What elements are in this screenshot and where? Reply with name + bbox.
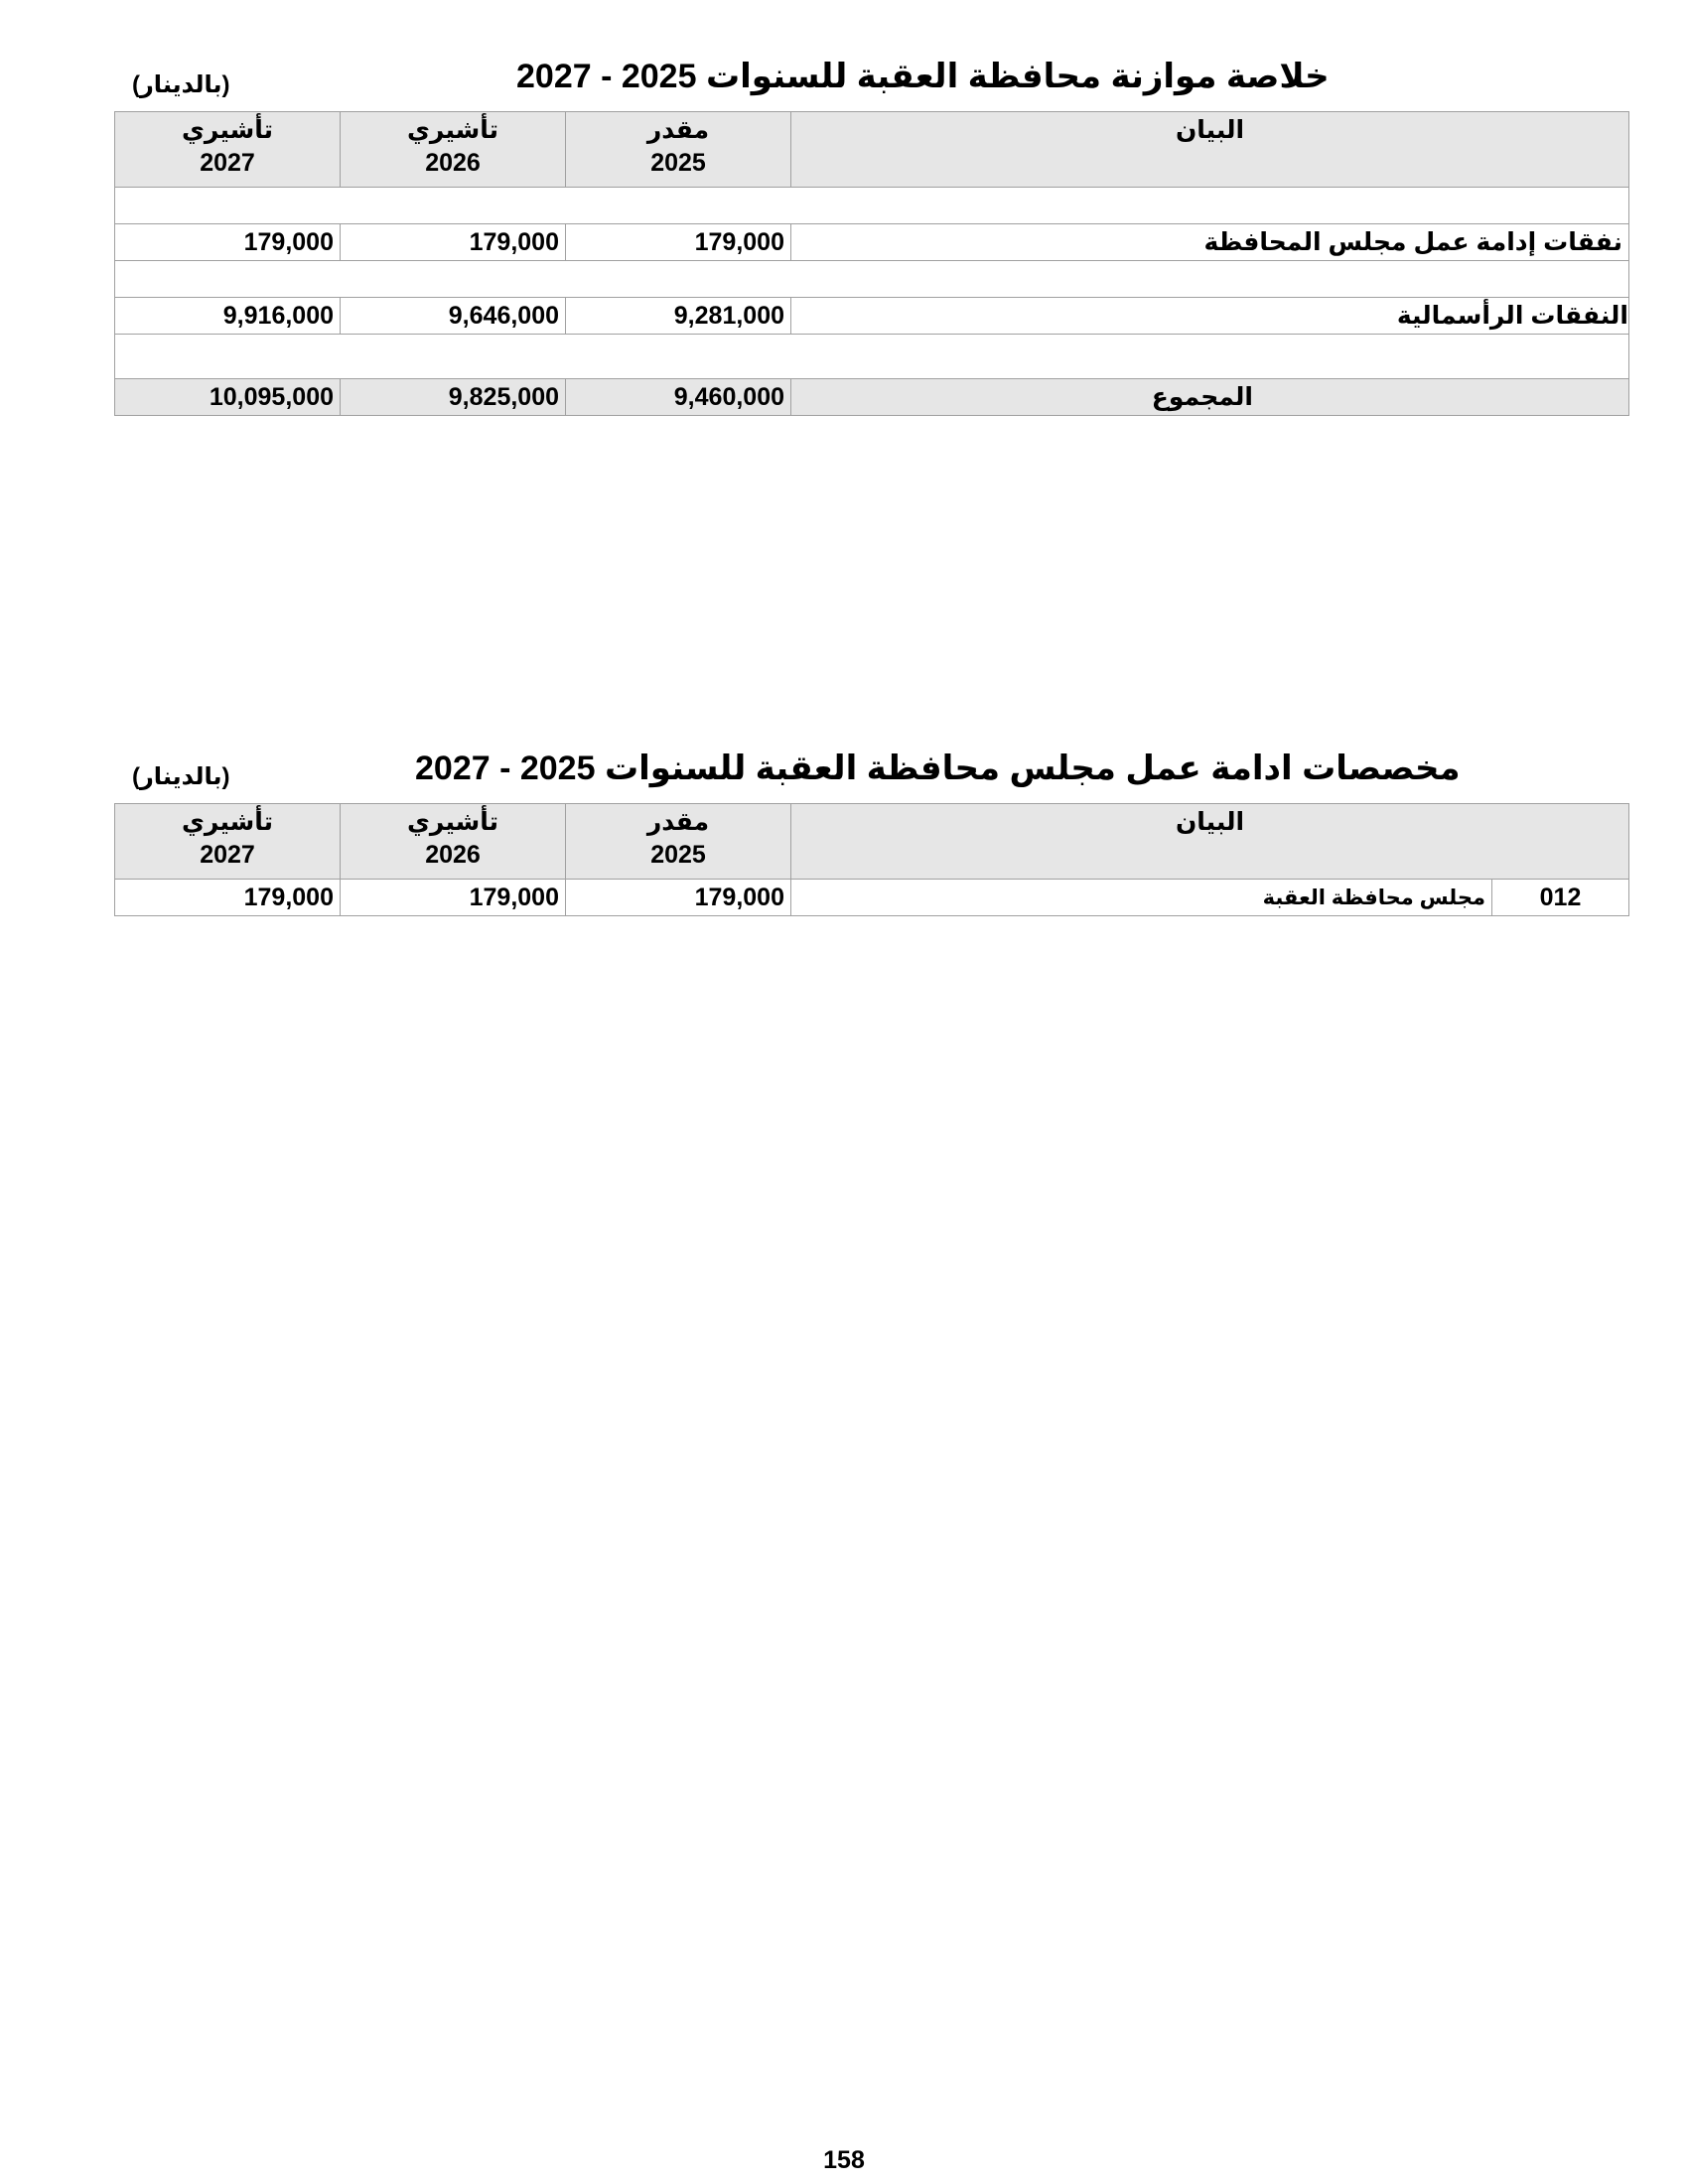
summary-title-row <box>114 55 1628 104</box>
total-2025: 9,460,000 <box>566 379 791 416</box>
spacer-row <box>115 261 1629 298</box>
allocations-unit-label: (بالدينار) <box>132 763 230 790</box>
table-row <box>115 224 1629 261</box>
header-col-2026 <box>341 804 566 880</box>
allocations-section <box>114 747 1628 911</box>
header-col-2027-year: 2027 <box>200 841 255 869</box>
cell-2026: 9,646,000 <box>341 298 566 335</box>
header-col-2026-year: 2026 <box>425 149 481 177</box>
header-col-2025-type: مقدر <box>646 116 710 144</box>
cell-2025: 179,000 <box>566 224 791 261</box>
row-code: 012 <box>1492 880 1629 916</box>
cell-2025: 9,281,000 <box>566 298 791 335</box>
header-col-2026-year: 2026 <box>425 841 481 869</box>
table-row <box>115 880 1629 916</box>
cell-2027: 179,000 <box>115 880 341 916</box>
cell-2027: 179,000 <box>115 224 341 261</box>
row-label: نفقات إدامة عمل مجلس المحافظة <box>791 224 1629 261</box>
header-col-2025 <box>566 112 791 188</box>
header-label: البيان <box>791 112 1629 188</box>
allocations-title: مخصصات ادامة عمل مجلس محافظة العقبة للسنوات 2025 - 2027 <box>415 750 1461 787</box>
total-label: المجموع <box>791 379 1629 416</box>
allocations-header-row <box>115 804 1629 880</box>
header-col-2025-year: 2025 <box>650 149 706 177</box>
header-col-2027 <box>115 112 341 188</box>
header-col-2025-year: 2025 <box>650 841 706 869</box>
cell-2026: 179,000 <box>341 880 566 916</box>
header-col-2026-type: تأشيري <box>406 808 499 836</box>
header-col-2026-type: تأشيري <box>406 116 499 144</box>
summary-table <box>114 111 1629 416</box>
allocations-title-row <box>114 747 1628 796</box>
row-label: مجلس محافظة العقبة <box>791 880 1492 916</box>
summary-section <box>114 55 1628 411</box>
summary-title: خلاصة موازنة محافظة العقبة للسنوات 2025 - 2027 <box>516 58 1330 95</box>
table-row <box>115 298 1629 335</box>
summary-unit-label: (بالدينار) <box>132 71 230 98</box>
header-col-2027-type: تأشيري <box>181 808 274 836</box>
spacer-row <box>115 335 1629 379</box>
header-col-2025 <box>566 804 791 880</box>
total-2026: 9,825,000 <box>341 379 566 416</box>
spacer-row <box>115 188 1629 224</box>
header-col-2027 <box>115 804 341 880</box>
summary-header-row <box>115 112 1629 188</box>
cell-2026: 179,000 <box>341 224 566 261</box>
header-label: البيان <box>791 804 1629 880</box>
allocations-table <box>114 803 1629 916</box>
cell-2027: 9,916,000 <box>115 298 341 335</box>
cell-2025: 179,000 <box>566 880 791 916</box>
header-col-2027-year: 2027 <box>200 149 255 177</box>
header-col-2025-type: مقدر <box>646 808 710 836</box>
header-col-2027-type: تأشيري <box>181 116 274 144</box>
total-2027: 10,095,000 <box>115 379 341 416</box>
header-col-2026 <box>341 112 566 188</box>
row-label: النفقات الرأسمالية <box>791 298 1629 335</box>
page-number: 158 <box>823 2146 865 2174</box>
total-row <box>115 379 1629 416</box>
